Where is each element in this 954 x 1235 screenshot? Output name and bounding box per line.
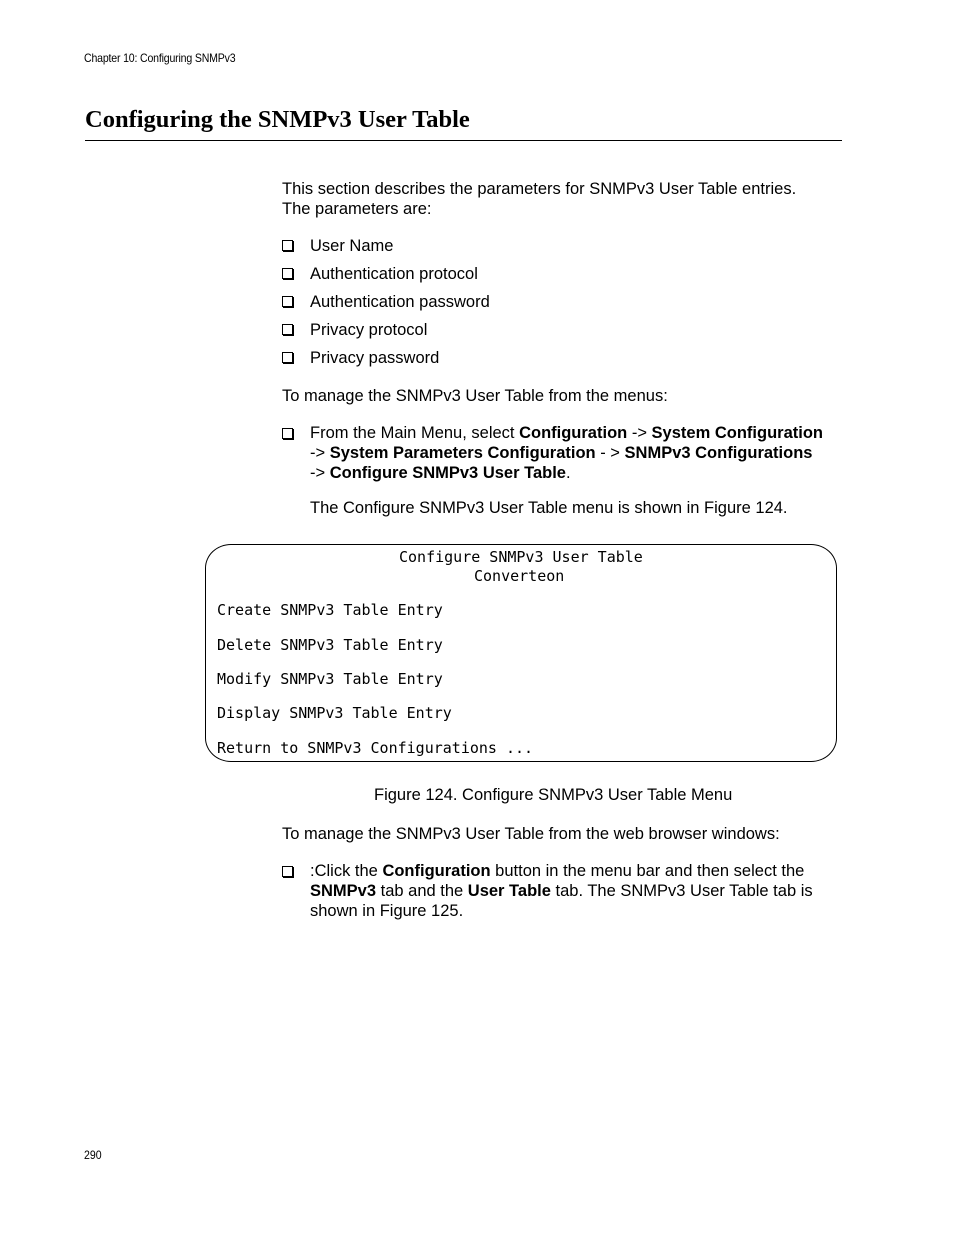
terminal-title: Configure SNMPv3 User Table: [399, 548, 643, 566]
parameter-label: Authentication protocol: [310, 265, 478, 283]
terminal-menu-item-return: Return to SNMPv3 Configurations ...: [217, 739, 534, 757]
title-rule: [85, 140, 842, 141]
menu-step: [282, 423, 842, 483]
list-item: [282, 264, 842, 292]
checkbox-bullet-icon: [282, 866, 293, 877]
terminal-menu-item-modify: Modify SNMPv3 Table Entry: [217, 670, 443, 688]
menu-step-text: From the Main Menu, select Configuration -> System Configuration -> System Parameters Configuration - > SNMPv3 Configurations -> Configure SNMPv3 User Table.: [310, 424, 823, 482]
terminal-subtitle: Converteon: [474, 567, 565, 585]
list-item: [282, 348, 842, 376]
parameter-label: Privacy protocol: [310, 321, 428, 339]
parameter-label: Authentication password: [310, 293, 490, 311]
terminal-menu-item-create: Create SNMPv3 Table Entry: [217, 601, 443, 619]
list-item: [282, 292, 842, 320]
menus-intro: To manage the SNMPv3 User Table from the menus:: [282, 387, 668, 405]
terminal-menu-item-delete: Delete SNMPv3 Table Entry: [217, 636, 443, 654]
page-number: 290: [84, 1148, 102, 1162]
running-head: Chapter 10: Configuring SNMPv3: [84, 51, 236, 65]
checkbox-bullet-icon: [282, 352, 293, 363]
web-user-table-tab-ref: User Table: [467, 882, 551, 900]
intro-line-1: This section describes the parameters for SNMPv3 User Table entries.: [282, 180, 797, 198]
parameter-label: User Name: [310, 237, 394, 255]
menu-path-snmpv3-configurations: SNMPv3 Configurations: [624, 444, 813, 462]
terminal-menu-item-display: Display SNMPv3 Table Entry: [217, 704, 452, 722]
checkbox-bullet-icon: [282, 296, 293, 307]
terminal-menu-figure: [205, 544, 837, 762]
section-title: Configuring the SNMPv3 User Table: [85, 106, 470, 133]
menu-path-configure-user-table: Configure SNMPv3 User Table: [329, 464, 566, 482]
web-intro: To manage the SNMPv3 User Table from the web browser windows:: [282, 825, 780, 843]
menu-path-system-parameters: System Parameters Configuration: [329, 444, 596, 462]
list-item: [282, 320, 842, 348]
parameter-label: Privacy password: [310, 349, 440, 367]
list-item: [282, 236, 842, 264]
menu-path-configuration: Configuration: [519, 424, 628, 442]
web-step: [282, 861, 842, 921]
checkbox-bullet-icon: [282, 428, 293, 439]
parameter-list: [282, 236, 842, 376]
menu-note: The Configure SNMPv3 User Table menu is shown in Figure 124.: [310, 499, 788, 517]
web-snmpv3-tab-ref: SNMPv3: [310, 882, 377, 900]
intro-line-2: The parameters are:: [282, 200, 432, 218]
checkbox-bullet-icon: [282, 268, 293, 279]
intro-paragraph: [282, 179, 842, 219]
menu-path-system-configuration: System Configuration: [651, 424, 823, 442]
web-configuration-button-ref: Configuration: [382, 862, 491, 880]
checkbox-bullet-icon: [282, 324, 293, 335]
figure-caption: Figure 124. Configure SNMPv3 User Table Menu: [374, 786, 733, 804]
web-step-text: :Click the Configuration button in the menu bar and then select the SNMPv3 tab and the User Table tab. The SNMPv3 User Table tab is shown in Figure 125.: [310, 862, 813, 920]
checkbox-bullet-icon: [282, 240, 293, 251]
